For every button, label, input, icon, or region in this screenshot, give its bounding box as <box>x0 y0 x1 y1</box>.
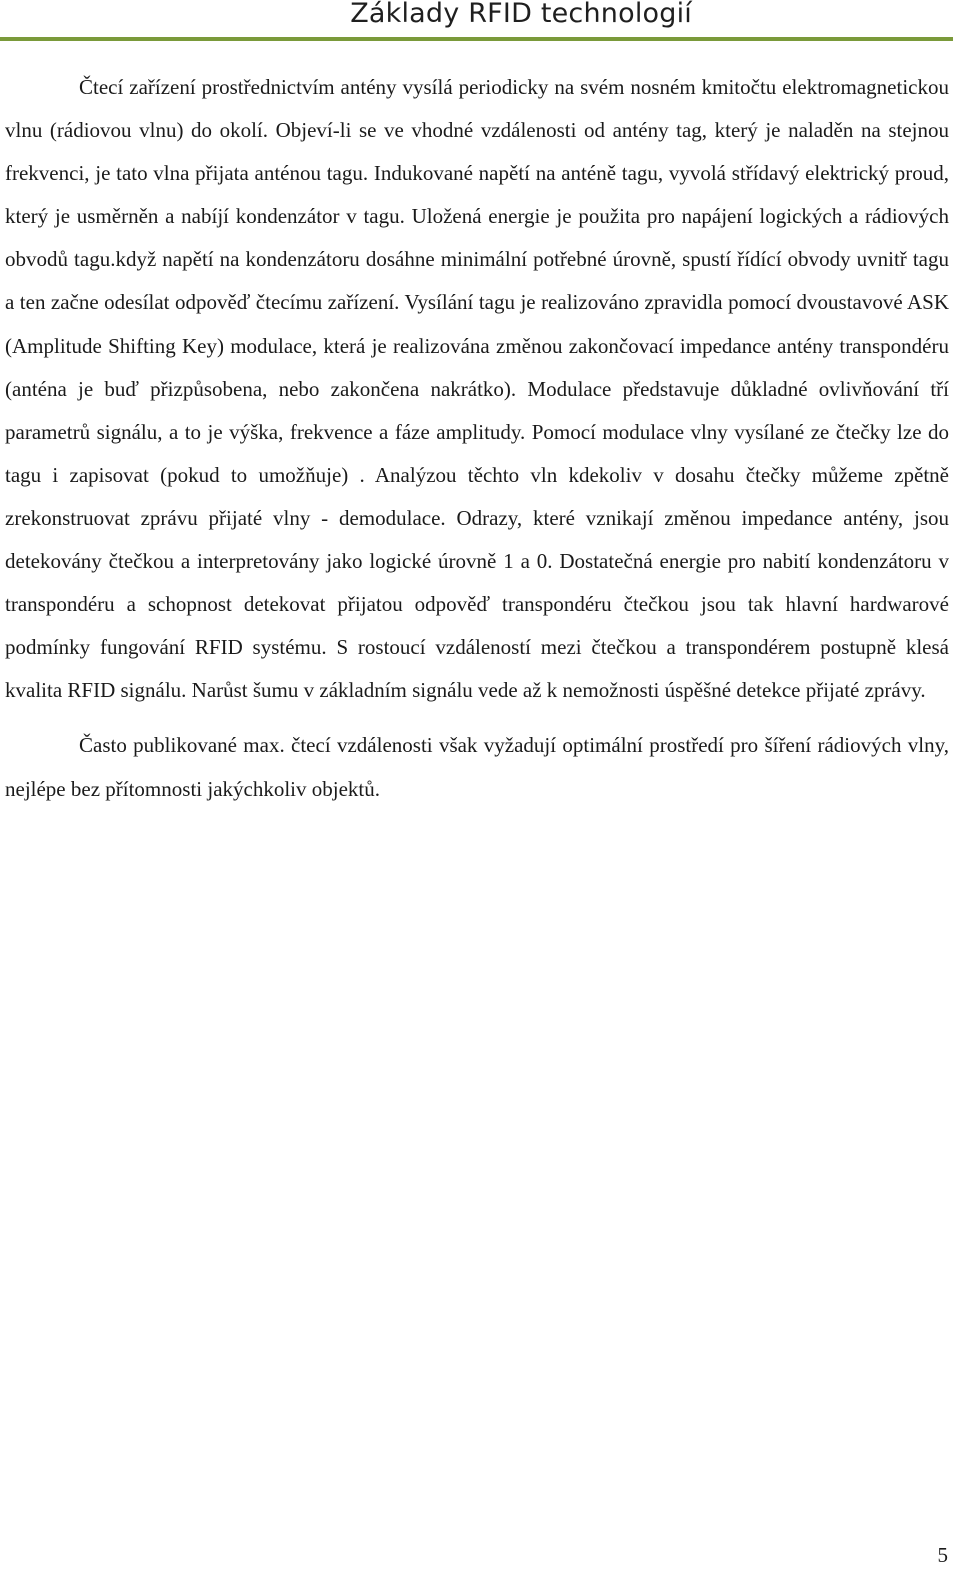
paragraph-1: Čtecí zařízení prostřednictvím antény vysílá periodicky na svém nosném kmitočtu elektromagnetickou vlnu (rádiovou vlnu) do okolí. Objeví-li se ve vhodné vzdálenosti od antény tag, který je naladěn na stejnou frekvenci, je tato vlna přijata anténou tagu. Indukované napětí na anténě tagu, vyvolá střídavý elektrický proud, který je usměrněn a nabíjí kondenzátor v tagu. Uložená energie je použita pro napájení logických a rádiových obvodů tagu.když napětí na kondenzátoru dosáhne minimální potřebné úrovně, spustí řídící obvody uvnitř tagu a ten začne odesílat odpověď čtecímu zařízení. Vysílání tagu je realizováno zpravidla pomocí dvoustavové ASK (Amplitude Shifting Key) modulace, která je realizována změnou zakončovací impedance antény transpondéru (anténa je buď přizpůsobena, nebo zakončena nakrátko). Modulace představuje důkladné ovlivňování tří parametrů signálu, a to je výška, frekvence a fáze amplitudy. Pomocí modulace vlny vysílané ze čtečky lze do tagu i zapisovat (pokud to umožňuje) . Analýzou těchto vln kdekoliv v dosahu čtečky můžeme zpětně zrekonstruovat zprávu přijaté vlny - demodulace. Odrazy, které vznikají změnou impedance antény, jsou detekovány čtečkou a interpretovány jako logické úrovně 1 a 0. Dostatečná energie pro nabití kondenzátoru v transpondéru a schopnost detekovat přijatou odpověď transpondéru čtečkou jsou tak hlavní hardwarové podmínky fungování RFID systému. S rostoucí vzdáleností mezi čtečkou a transpondérem postupně klesá kvalita RFID signálu. Narůst šumu v základním signálu vede až k nemožnosti úspěšné detekce přijaté zprávy. <box>5 75 949 703</box>
header-title: Základy RFID technologií <box>350 0 692 29</box>
paragraph-2: Často publikované max. čtecí vzdálenosti však vyžadují optimální prostředí pro šíření rádiových vlny, nejlépe bez přítomnosti jakýchkoliv objektů. <box>5 733 949 801</box>
page-number: 5 <box>937 1543 948 1567</box>
page-header <box>0 0 960 40</box>
body-text <box>5 66 949 811</box>
header-rule <box>0 37 953 41</box>
